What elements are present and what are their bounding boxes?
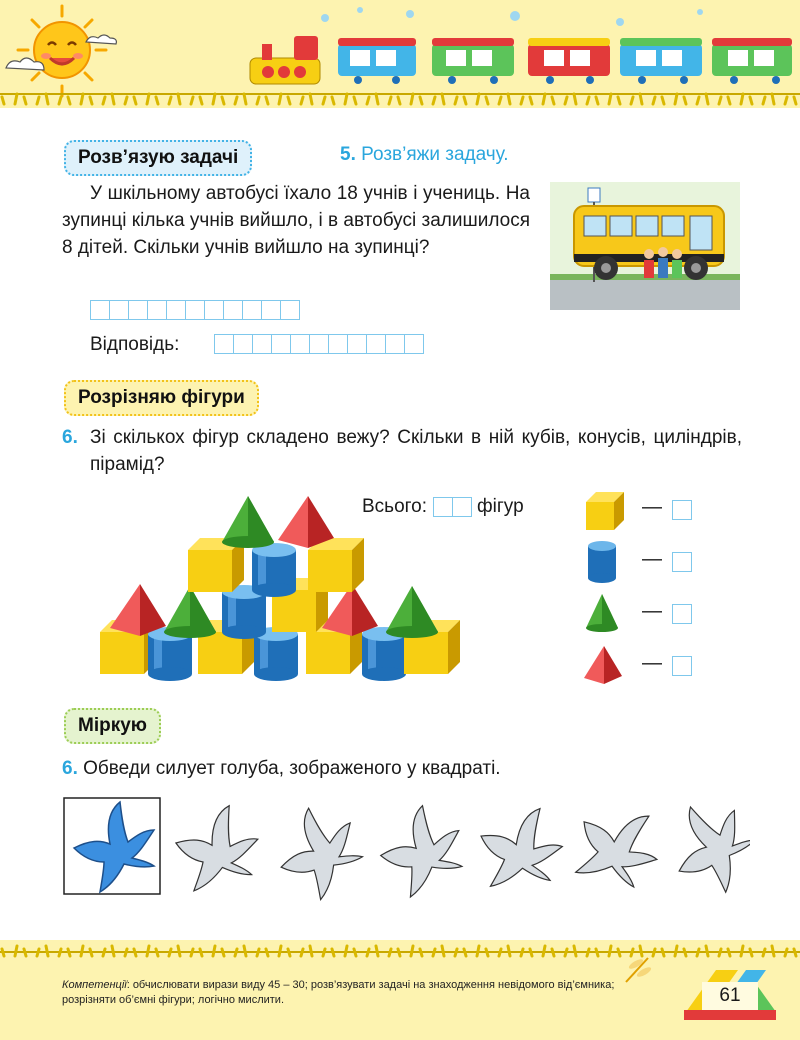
- input-cell[interactable]: [328, 334, 348, 354]
- task-number: 6.: [62, 758, 78, 779]
- input-cell[interactable]: [366, 334, 386, 354]
- legend-dash: —: [642, 652, 662, 674]
- input-cell[interactable]: [214, 334, 234, 354]
- legend-row-cube: [582, 488, 702, 532]
- input-cell[interactable]: [347, 334, 367, 354]
- dove-option-4-icon[interactable]: [466, 796, 572, 905]
- input-cell[interactable]: [404, 334, 424, 354]
- input-cell[interactable]: [252, 334, 272, 354]
- dove-option-5-icon[interactable]: [556, 796, 675, 906]
- task-text: Зі скількох фігур складено вежу? Скільки в ній кубів, конусів, циліндрів, пірамід?: [90, 427, 742, 475]
- input-cell[interactable]: [128, 300, 148, 320]
- dove-option-2-icon[interactable]: [265, 797, 371, 906]
- input-cell[interactable]: [147, 300, 167, 320]
- competencies-label: Компетенції: [62, 979, 127, 991]
- task-number: 6.: [62, 427, 78, 448]
- section-label-solve-problems: Розв’язую задачі: [64, 140, 252, 176]
- solution-input-cells[interactable]: [90, 300, 299, 320]
- legend-row-cylinder: [582, 540, 702, 584]
- input-cell[interactable]: [280, 300, 300, 320]
- task-text: Обведи силует голуба, зображеного у квадраті.: [83, 758, 501, 779]
- input-cell[interactable]: [261, 300, 281, 320]
- input-cell[interactable]: [309, 334, 329, 354]
- input-cell[interactable]: [109, 300, 129, 320]
- problem-text: У шкільному автобусі їхало 18 учнів і учениць. На зупинці кілька учнів вийшло, і в автобусі залишилося 8 дітей. Скільки учнів вийшло на зупинці?: [62, 183, 530, 258]
- legend-row-cone: [582, 592, 702, 636]
- task-number: 5.: [340, 144, 356, 165]
- legend-row-pyramid: [582, 644, 702, 688]
- footer-grass: [0, 930, 800, 960]
- header-illustration: [0, 0, 800, 108]
- input-cell[interactable]: [90, 300, 110, 320]
- school-bus-illustration: [550, 182, 740, 310]
- task-6-shapes: [62, 424, 742, 478]
- answer-label: Відповідь:: [90, 334, 180, 355]
- figures-word: фігур: [477, 496, 524, 517]
- dove-option-6-icon[interactable]: [653, 796, 750, 906]
- dove-option-1-icon[interactable]: [168, 798, 262, 901]
- children-icon: [644, 247, 682, 278]
- input-cell[interactable]: [185, 300, 205, 320]
- train-icon: [250, 36, 792, 84]
- legend-dash: —: [642, 548, 662, 570]
- competencies-text: : обчислювати вирази виду 45 – 30; розв’язувати задачі на знаходження невідомого від’ємника; розрізняти об’ємні фігури; логічно мислити.: [62, 979, 615, 1006]
- input-cell[interactable]: [271, 334, 291, 354]
- dove-silhouettes: [60, 796, 750, 906]
- cube-icon: [582, 488, 626, 532]
- sun-icon: [18, 6, 106, 96]
- task-6-doves: [62, 755, 501, 782]
- competencies-note: [62, 978, 642, 1008]
- task-title-text: Розв’яжи задачу.: [361, 144, 509, 165]
- input-cell[interactable]: [242, 300, 262, 320]
- pyramid-icon: [582, 644, 626, 688]
- cone-icon: [582, 592, 626, 636]
- shape-tower-illustration: [96, 494, 466, 684]
- input-cell[interactable]: [166, 300, 186, 320]
- input-cell[interactable]: [223, 300, 243, 320]
- section-label-reasoning: Міркую: [64, 708, 161, 744]
- input-cell[interactable]: [204, 300, 224, 320]
- legend-dash: —: [642, 600, 662, 622]
- cube-count-input[interactable]: [672, 500, 692, 520]
- answer-input-cells[interactable]: [214, 334, 423, 354]
- input-cell[interactable]: [233, 334, 253, 354]
- cylinder-count-input[interactable]: [672, 552, 692, 572]
- cone-count-input[interactable]: [672, 604, 692, 624]
- input-cell[interactable]: [385, 334, 405, 354]
- page-number: 61: [719, 985, 741, 1006]
- total-label: Всього:: [362, 496, 427, 517]
- section-label-distinguish-shapes: Розрізняю фігури: [64, 380, 259, 416]
- legend-dash: —: [642, 496, 662, 518]
- cylinder-icon: [582, 540, 626, 584]
- dragonfly-icon: [618, 950, 658, 990]
- input-cell[interactable]: [290, 334, 310, 354]
- task-5-title: [340, 144, 509, 166]
- pyramid-count-input[interactable]: [672, 656, 692, 676]
- dove-option-3-icon[interactable]: [377, 803, 465, 900]
